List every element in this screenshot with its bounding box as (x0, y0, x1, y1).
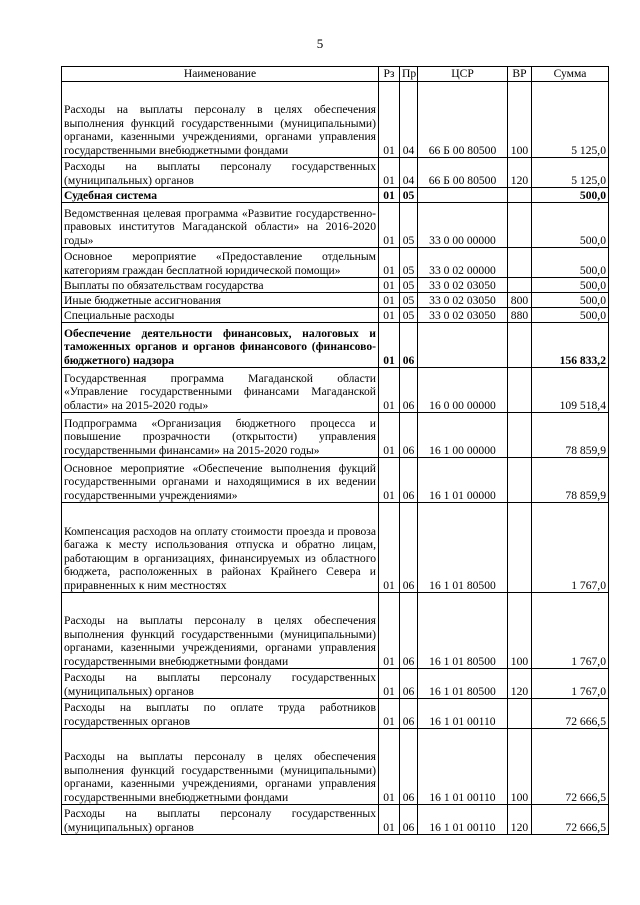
row-sum: 500,0 (532, 278, 609, 293)
row-csr: 33 0 02 00000 (418, 248, 508, 278)
table-row (62, 188, 609, 203)
row-name: Компенсация расходов на оплату стоимости проезда и провоза багажа к месту использования отпуска и обратно лицам, работающим в организациях, финансируемых из областного бюджета, расположенных в районах Крайнего Севера и приравненных к ним местностях (62, 503, 379, 593)
row-pr: 04 (400, 158, 418, 188)
table-row (62, 368, 609, 413)
row-sum: 72 666,5 (532, 805, 609, 835)
row-name: Государственная программа Магаданской области «Управление государственными финансами Магаданской области» на 2015-2020 годы» (62, 368, 379, 413)
budget-table (61, 66, 609, 835)
row-csr: 16 1 01 00110 (418, 699, 508, 729)
header-rz: Рз (379, 67, 400, 82)
header-name: Наименование (62, 67, 379, 82)
row-csr: 33 0 02 03050 (418, 278, 508, 293)
row-sum: 72 666,5 (532, 729, 609, 805)
row-rz: 01 (379, 248, 400, 278)
row-csr: 66 Б 00 80500 (418, 158, 508, 188)
row-vr: 100 (508, 593, 532, 669)
row-name: Расходы на выплаты персоналу в целях обеспечения выполнения функций государственными (муниципальными) органами, казенными учреждениями, органами управления государственными внебюджетными фондами (62, 729, 379, 805)
row-csr: 16 1 01 80500 (418, 593, 508, 669)
row-csr: 16 1 01 00110 (418, 805, 508, 835)
table-row (62, 308, 609, 323)
row-pr: 06 (400, 699, 418, 729)
table-row (62, 503, 609, 593)
row-rz: 01 (379, 805, 400, 835)
row-sum: 5 125,0 (532, 158, 609, 188)
row-vr: 100 (508, 82, 532, 158)
row-pr: 05 (400, 293, 418, 308)
row-rz: 01 (379, 413, 400, 458)
row-rz: 01 (379, 503, 400, 593)
row-rz: 01 (379, 293, 400, 308)
table-row (62, 669, 609, 699)
row-name: Подпрограмма «Организация бюджетного процесса и повышение прозрачности (открытости) управления государственными финансами» на 2015-2020 годы» (62, 413, 379, 458)
row-csr: 33 0 00 00000 (418, 203, 508, 248)
row-csr: 16 1 00 00000 (418, 413, 508, 458)
row-name: Расходы на выплаты персоналу государственных (муниципальных) органов (62, 669, 379, 699)
row-pr: 05 (400, 203, 418, 248)
row-name: Расходы на выплаты персоналу в целях обеспечения выполнения функций государственными (муниципальными) органами, казенными учреждениями, органами управления государственными внебюджетными фондами (62, 82, 379, 158)
row-csr: 16 0 00 00000 (418, 368, 508, 413)
table-row (62, 729, 609, 805)
row-pr: 06 (400, 458, 418, 503)
table-row (62, 158, 609, 188)
header-csr: ЦСР (418, 67, 508, 82)
header-sum: Сумма (532, 67, 609, 82)
header-vr: ВР (508, 67, 532, 82)
row-sum: 500,0 (532, 188, 609, 203)
row-pr: 06 (400, 413, 418, 458)
row-rz: 01 (379, 669, 400, 699)
row-vr (508, 699, 532, 729)
row-name: Специальные расходы (62, 308, 379, 323)
row-sum: 500,0 (532, 203, 609, 248)
row-csr: 33 0 02 03050 (418, 308, 508, 323)
row-rz: 01 (379, 729, 400, 805)
row-rz: 01 (379, 82, 400, 158)
table-row (62, 278, 609, 293)
row-name: Иные бюджетные ассигнования (62, 293, 379, 308)
row-vr (508, 248, 532, 278)
table-row (62, 413, 609, 458)
row-rz: 01 (379, 458, 400, 503)
row-rz: 01 (379, 158, 400, 188)
row-name: Ведомственная целевая программа «Развитие государственно-правовых институтов Магаданской области» на 2016-2020 годы» (62, 203, 379, 248)
row-vr: 880 (508, 308, 532, 323)
table-header-row (62, 67, 609, 82)
row-sum: 156 833,2 (532, 323, 609, 368)
row-pr: 05 (400, 308, 418, 323)
row-sum: 78 859,9 (532, 458, 609, 503)
row-pr: 06 (400, 323, 418, 368)
row-csr: 33 0 02 03050 (418, 293, 508, 308)
page-number: 5 (316, 36, 324, 51)
row-name: Судебная система (62, 188, 379, 203)
row-rz: 01 (379, 308, 400, 323)
row-sum: 1 767,0 (532, 669, 609, 699)
row-name: Расходы на выплаты персоналу государственных (муниципальных) органов (62, 158, 379, 188)
row-name: Расходы на выплаты персоналу в целях обеспечения выполнения функций государственными (муниципальными) органами, казенными учреждениями, органами управления государственными внебюджетными фондами (62, 593, 379, 669)
row-csr (418, 188, 508, 203)
row-csr: 16 1 01 80500 (418, 503, 508, 593)
header-pr: Пр (400, 67, 418, 82)
table-row (62, 82, 609, 158)
row-sum: 78 859,9 (532, 413, 609, 458)
row-vr (508, 278, 532, 293)
row-rz: 01 (379, 278, 400, 293)
row-sum: 1 767,0 (532, 593, 609, 669)
row-sum: 500,0 (532, 308, 609, 323)
row-vr (508, 203, 532, 248)
row-pr: 05 (400, 248, 418, 278)
table-row (62, 293, 609, 308)
row-name: Расходы на выплаты персоналу государственных (муниципальных) органов (62, 805, 379, 835)
row-pr: 06 (400, 669, 418, 699)
row-pr: 06 (400, 805, 418, 835)
row-sum: 500,0 (532, 248, 609, 278)
row-csr: 16 1 01 80500 (418, 669, 508, 699)
row-name: Основное мероприятие «Предоставление отдельным категориям граждан бесплатной юридической помощи» (62, 248, 379, 278)
row-vr: 120 (508, 158, 532, 188)
row-name: Основное мероприятие «Обеспечение выполнения фукций государственными органами и находящимися в их ведении государственными учреждениями» (62, 458, 379, 503)
row-pr: 06 (400, 503, 418, 593)
row-rz: 01 (379, 593, 400, 669)
row-pr: 05 (400, 188, 418, 203)
table-row (62, 593, 609, 669)
table-row (62, 458, 609, 503)
row-vr (508, 413, 532, 458)
row-pr: 06 (400, 368, 418, 413)
row-pr: 05 (400, 278, 418, 293)
row-vr: 120 (508, 669, 532, 699)
row-vr: 800 (508, 293, 532, 308)
row-csr: 16 1 01 00000 (418, 458, 508, 503)
table-row (62, 699, 609, 729)
row-vr (508, 323, 532, 368)
row-csr: 66 Б 00 80500 (418, 82, 508, 158)
table-row (62, 248, 609, 278)
row-rz: 01 (379, 323, 400, 368)
row-pr: 06 (400, 593, 418, 669)
row-vr (508, 458, 532, 503)
row-sum: 72 666,5 (532, 699, 609, 729)
row-vr (508, 188, 532, 203)
row-vr (508, 503, 532, 593)
row-sum: 1 767,0 (532, 503, 609, 593)
row-rz: 01 (379, 368, 400, 413)
row-sum: 109 518,4 (532, 368, 609, 413)
row-name: Обеспечение деятельности финансовых, налоговых и таможенных органов и органов финансового (финансово-бюджетного) надзора (62, 323, 379, 368)
row-pr: 06 (400, 729, 418, 805)
row-vr: 120 (508, 805, 532, 835)
row-csr (418, 323, 508, 368)
row-name: Расходы на выплаты по оплате труда работников государственных органов (62, 699, 379, 729)
row-name: Выплаты по обязательствам государства (62, 278, 379, 293)
row-rz: 01 (379, 699, 400, 729)
row-pr: 04 (400, 82, 418, 158)
table-row (62, 323, 609, 368)
row-rz: 01 (379, 203, 400, 248)
row-sum: 5 125,0 (532, 82, 609, 158)
row-csr: 16 1 01 00110 (418, 729, 508, 805)
row-sum: 500,0 (532, 293, 609, 308)
table-row (62, 805, 609, 835)
table-row (62, 203, 609, 248)
row-vr: 100 (508, 729, 532, 805)
row-rz: 01 (379, 188, 400, 203)
row-vr (508, 368, 532, 413)
